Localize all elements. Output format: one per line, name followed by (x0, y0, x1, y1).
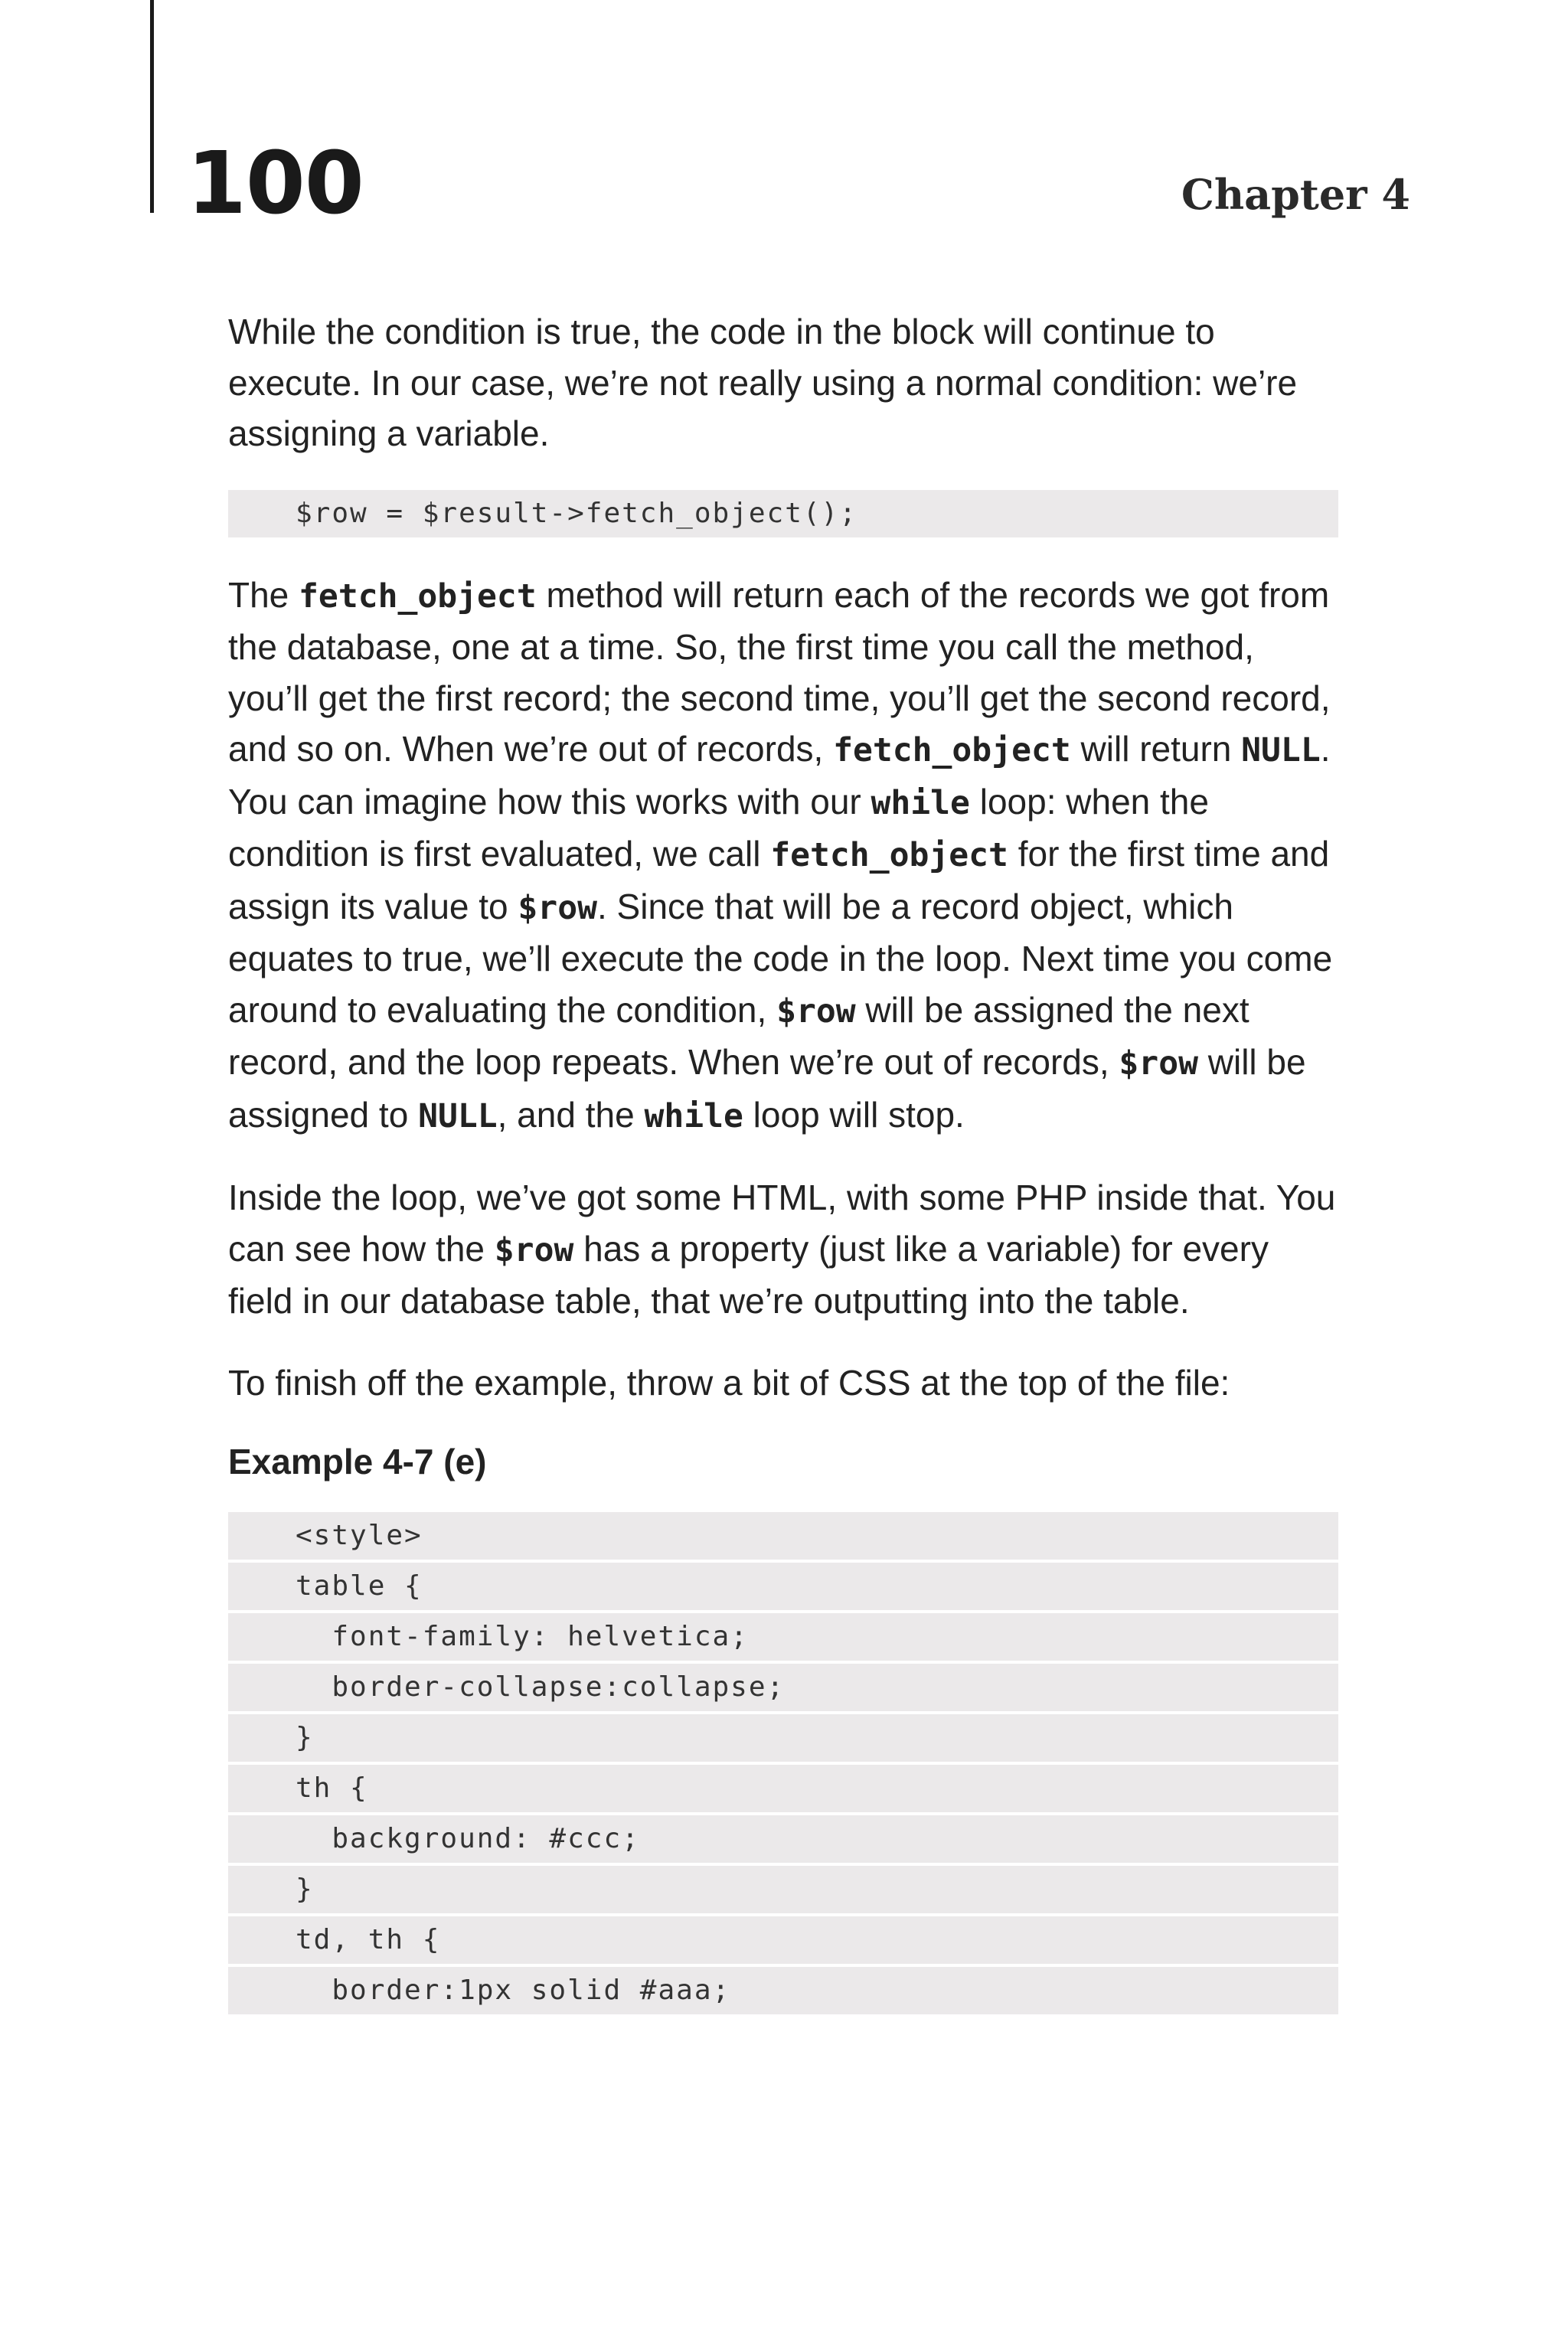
chapter-rule (150, 0, 154, 213)
inline-code: while (871, 783, 970, 822)
text-run: loop will stop. (743, 1094, 965, 1135)
text-run: will be assigned to (228, 1042, 1306, 1135)
intro-paragraph: While the condition is true, the code in the block will continue to execute. In our case, we’re not really using a normal condition: we’re assigning a variable. (228, 312, 1298, 453)
code-line: border:1px solid #aaa; (228, 1967, 1338, 2014)
text-run: . You can imagine how this works with our (228, 729, 1331, 822)
example-heading: Example 4-7 (e) (228, 1442, 487, 1481)
inline-code: fetch_object (833, 731, 1071, 769)
inline-code: fetch_object (299, 577, 537, 616)
chapter-label: Chapter 4 (1181, 170, 1410, 219)
code-line: $row = $result->fetch_object(); (228, 490, 1338, 537)
css-code-block (228, 1512, 1338, 2014)
inline-code: while (644, 1096, 743, 1135)
page-number: 100 (187, 134, 364, 234)
text-run: method will return each of the records we got from the database, one at a time. So, the first time you call the method, you’ll get the first record; the second time, you’ll get the second record, and so on. When we’re out of records, (228, 574, 1331, 769)
fetch-object-paragraph (228, 570, 1338, 1142)
code-line: <style> (228, 1512, 1338, 1560)
inline-code: NULL (1241, 731, 1321, 769)
code-line: table { (228, 1563, 1338, 1610)
loop-html-paragraph (228, 1172, 1338, 1327)
inline-code: NULL (418, 1096, 498, 1135)
code-line: font-family: helvetica; (228, 1613, 1338, 1661)
text-run: Inside the loop, we’ve got some HTML, with some PHP inside that. You can see how the (228, 1178, 1336, 1269)
code-line: td, th { (228, 1916, 1338, 1964)
inline-code: fetch_object (770, 836, 1008, 874)
inline-code: $row (518, 888, 597, 927)
inline-code: $row (1119, 1044, 1198, 1083)
text-run: The (228, 574, 299, 615)
code-line: } (228, 1714, 1338, 1762)
text-run: for the first time and assign its value to (228, 834, 1330, 926)
code-line: border-collapse:collapse; (228, 1664, 1338, 1711)
text-run: . Since that will be a record object, which equates to true, we’ll execute the code in the loop. Next time you come around to evaluating the condition, (228, 886, 1333, 1030)
inline-code: $row (776, 991, 856, 1031)
text-run: loop: when the condition is first evaluated, we call (228, 781, 1209, 874)
inline-code: $row (494, 1230, 574, 1269)
text-run: , and the (497, 1094, 645, 1135)
text-run: will be assigned the next record, and the loop repeats. When we’re out of records, (228, 989, 1250, 1082)
css-intro-paragraph: To finish off the example, throw a bit of CSS at the top of the file: (228, 1362, 1230, 1403)
assignment-snippet (228, 490, 1338, 537)
text-run: has a property (just like a variable) for every field in our database table, that we’re outputting into the table. (228, 1228, 1269, 1321)
code-line: background: #ccc; (228, 1815, 1338, 1863)
code-line: } (228, 1866, 1338, 1913)
text-run: will return (1070, 729, 1242, 769)
page-body (228, 306, 1338, 2047)
code-line: th { (228, 1765, 1338, 1812)
